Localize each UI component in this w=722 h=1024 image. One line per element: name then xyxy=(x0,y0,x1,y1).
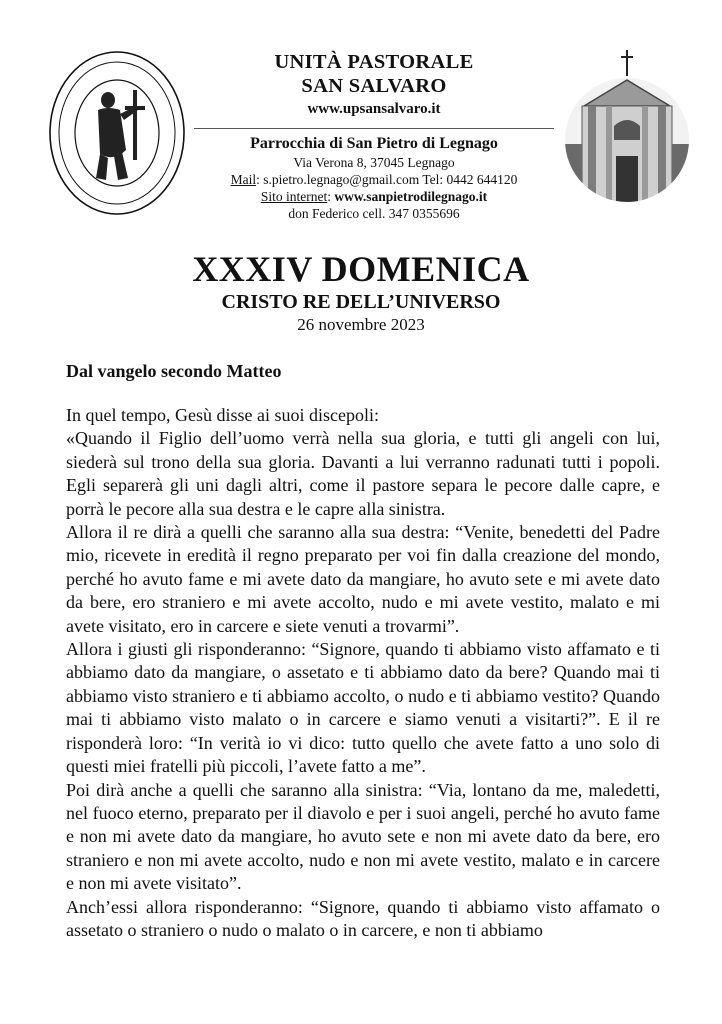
page-date: 26 novembre 2023 xyxy=(297,315,425,334)
paragraph: Allora il re dirà a quelli che saranno alla sua destra: “Venite, benedetti del Padre mio, ricevete in eredità il regno preparato per voi fin dalla creazione del mondo, perché ho avuto fame e mi avete dato da mangiare, ho avuto sete e mi avete dato da bere, ero straniero e mi avete accolto, nudo e mi avete vestito, malato e mi avete visitato, ero in carcere e siete venuti a trovarmi”. xyxy=(66,522,660,636)
header-divider xyxy=(194,128,554,129)
parish-header xyxy=(194,50,554,222)
paragraph: Allora i giusti gli risponderanno: “Signore, quando ti abbiamo visto affamato e ti abbiamo dato da mangiare, o assetato e ti abbiamo dato da bere? Quando mai ti abbiamo visto straniero e ti abbiamo accolto, o nudo e ti abbiamo vestito? Quando mai ti abbiamo visto malato o in carcere e siamo venuti a visitarti?”. E il re risponderà loro: “In verità io vi dico: tutto quello che avete fatto a uno solo di questi miei fratelli più piccoli, l’avete fatto a me”. xyxy=(66,639,660,777)
unit-title-line1: UNITÀ PASTORALE xyxy=(274,51,474,73)
page-title: XXXIV DOMENICA xyxy=(192,249,530,289)
parish-site-line xyxy=(194,188,554,205)
mail-label: Mail xyxy=(230,172,257,187)
parish-contact: don Federico cell. 347 0355696 xyxy=(288,206,460,221)
parish-address: Via Verona 8, 37045 Legnago xyxy=(293,155,455,170)
parish-mail-line xyxy=(194,171,554,188)
page-subtitle: CRISTO RE DELL’UNIVERSO xyxy=(221,291,501,313)
site-label: Sito internet xyxy=(260,189,328,204)
title-block xyxy=(0,248,722,336)
mail-value[interactable]: : s.pietro.legnago@gmail.com Tel: 0442 644120 xyxy=(256,172,518,187)
unit-title-line2: SAN SALVARO xyxy=(301,75,447,97)
site-value[interactable]: www.sanpietrodilegnago.it xyxy=(334,189,488,204)
paragraph: Anch’essi allora risponderanno: “Signore, quando ti abbiamo visto affamato o assetato o straniero o nudo o malato o in carcere, e non ti abbiamo xyxy=(66,896,660,940)
gospel-heading: Dal vangelo secondo Matteo xyxy=(66,361,282,381)
parish-logo xyxy=(48,50,186,216)
parish-name: Parrocchia di San Pietro di Legnago xyxy=(250,135,498,152)
church-photo xyxy=(562,44,692,206)
paragraph: In quel tempo, Gesù disse ai suoi discepoli: xyxy=(66,405,379,425)
gospel-text xyxy=(66,404,660,942)
unit-website-link[interactable]: www.upsansalvaro.it xyxy=(307,101,441,117)
site-separator: : xyxy=(327,189,335,204)
paragraph: Poi dirà anche a quelli che saranno alla sinistra: “Via, lontano da me, maledetti, nel fuoco eterno, preparato per il diavolo e per i suoi angeli, perché ho avuto fame e non mi avete dato da mangiare, ho avuto sete e non mi avete dato da bere, ero straniero e non mi avete accolto, nudo e non mi avete vestito, malato e in carcere e non mi avete visitato”. xyxy=(66,779,660,894)
paragraph: «Quando il Figlio dell’uomo verrà nella sua gloria, e tutti gli angeli con lui, siederà sul trono della sua gloria. Davanti a lui verranno radunati tutti i popoli. Egli separerà gli uni dagli altri, come il pastore separa le pecore dalle capre, e porrà le pecore alla sua destra e le capre alla sinistra. xyxy=(66,428,660,519)
